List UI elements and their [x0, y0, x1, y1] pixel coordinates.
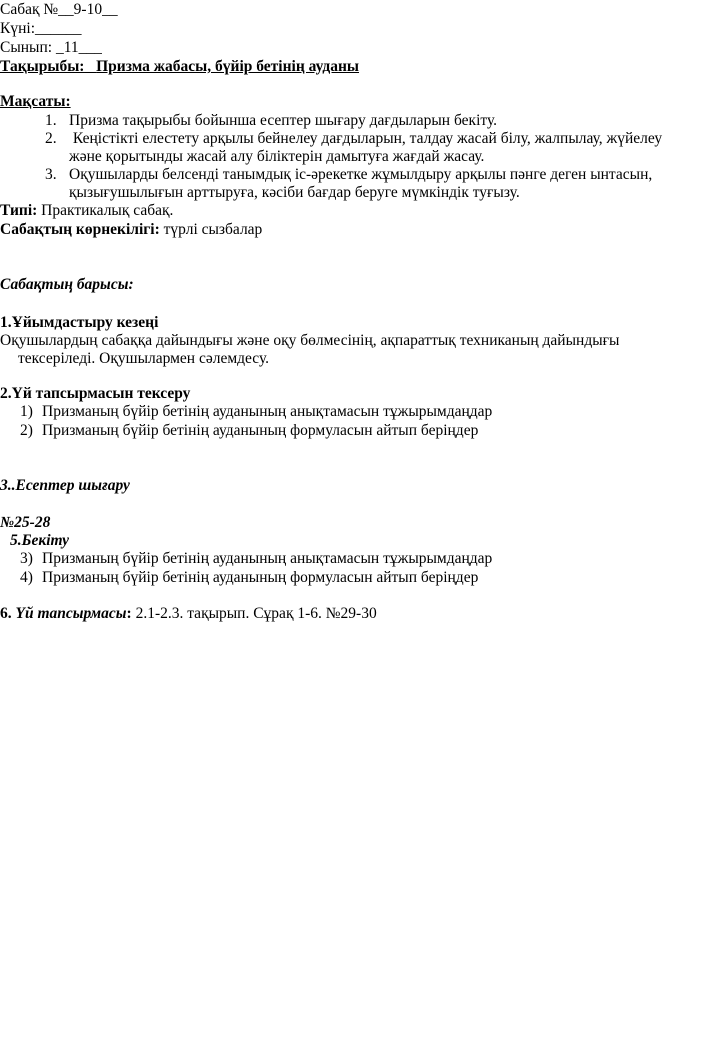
consolidate-text: Призманың бүйір бетінің ауданының формуласын айтып беріңдер: [42, 569, 479, 586]
homework-number: 6.: [0, 605, 12, 622]
visual-label: Сабақтың көрнекілігі:: [0, 221, 160, 238]
lesson-topic: [0, 58, 359, 76]
goal-number: 2.: [45, 130, 57, 147]
check-number: 1): [20, 403, 33, 420]
homework-line: [0, 605, 377, 623]
topic-text: Призма жабасы, бүйір бетінің ауданы: [96, 58, 360, 75]
stage5-heading: 5.Бекіту: [10, 532, 70, 549]
stage3-problems: №25-28: [0, 514, 51, 531]
goal-number: 1.: [45, 112, 57, 129]
goal-text-continued: қызығушылығын арттыруға, кәсіби бағдар беруге мүмкіндік туғызу.: [69, 184, 520, 201]
consolidate-number: 3): [20, 550, 33, 567]
goal-text: Оқушыларды белсенді танымдық іс-әрекетке жұмылдыру арқылы пәнге деген ынтасын,: [69, 166, 653, 183]
visual-value: түрлі сызбалар: [159, 221, 263, 238]
lesson-day: Күні:______: [0, 20, 82, 37]
lesson-type: [0, 202, 173, 220]
consolidate-item: [20, 569, 478, 587]
stage3-heading: 3..Есептер шығару: [0, 477, 130, 494]
goals-heading: Мақсаты:: [0, 93, 71, 110]
check-item: [20, 403, 492, 421]
type-value: Практикалық сабақ.: [37, 202, 174, 219]
check-number: 2): [20, 422, 33, 439]
goal-item: [45, 166, 652, 184]
consolidate-text: Призманың бүйір бетінің ауданының анықтамасын тұжырымдаңдар: [42, 550, 493, 567]
topic-label: Тақырыбы:: [0, 58, 85, 75]
stage2-heading: 2.Үй тапсырмасын тексеру: [0, 385, 191, 402]
flow-heading: Сабақтың барысы:: [0, 276, 134, 293]
lesson-class: Сынып: _11___: [0, 39, 102, 56]
check-text: Призманың бүйір бетінің ауданының анықтамасын тұжырымдаңдар: [42, 403, 493, 420]
goal-item: [45, 130, 662, 148]
goal-text: Призма тақырыбы бойынша есептер шығару дағдыларын бекіту.: [69, 112, 498, 129]
goal-text-continued: және қорытынды жасай алу біліктерін дамытуға жағдай жасау.: [69, 148, 485, 165]
type-label: Типі:: [0, 202, 38, 219]
check-text: Призманың бүйір бетінің ауданының формуласын айтып беріңдер: [42, 422, 479, 439]
homework-value: 2.1-2.3. тақырып. Сұрақ 1-6. №29-30: [131, 605, 377, 622]
stage1-heading: 1.Ұйымдастыру кезеңі: [0, 314, 159, 331]
homework-label: Үй тапсырмасы: [11, 605, 127, 622]
stage1-text: Оқушылардың сабаққа дайындығы және оқу бөлмесінің, ақпараттық техниканың дайындығы: [0, 332, 620, 349]
consolidate-item: [20, 550, 492, 568]
stage1-text-continued: тексеріледі. Оқушылармен сәлемдесу.: [18, 350, 270, 367]
goal-item: [45, 112, 497, 130]
check-item: [20, 422, 478, 440]
homework-colon: :: [126, 605, 132, 622]
goal-number: 3.: [45, 166, 57, 183]
goal-text: Кеңістікті елестету арқылы бейнелеу дағдыларын, талдау жасай білу, жалпылау, жүйелеу: [69, 130, 663, 147]
lesson-number: Сабақ №__9-10__: [0, 1, 118, 18]
lesson-visual-aids: [0, 221, 262, 239]
consolidate-number: 4): [20, 569, 33, 586]
